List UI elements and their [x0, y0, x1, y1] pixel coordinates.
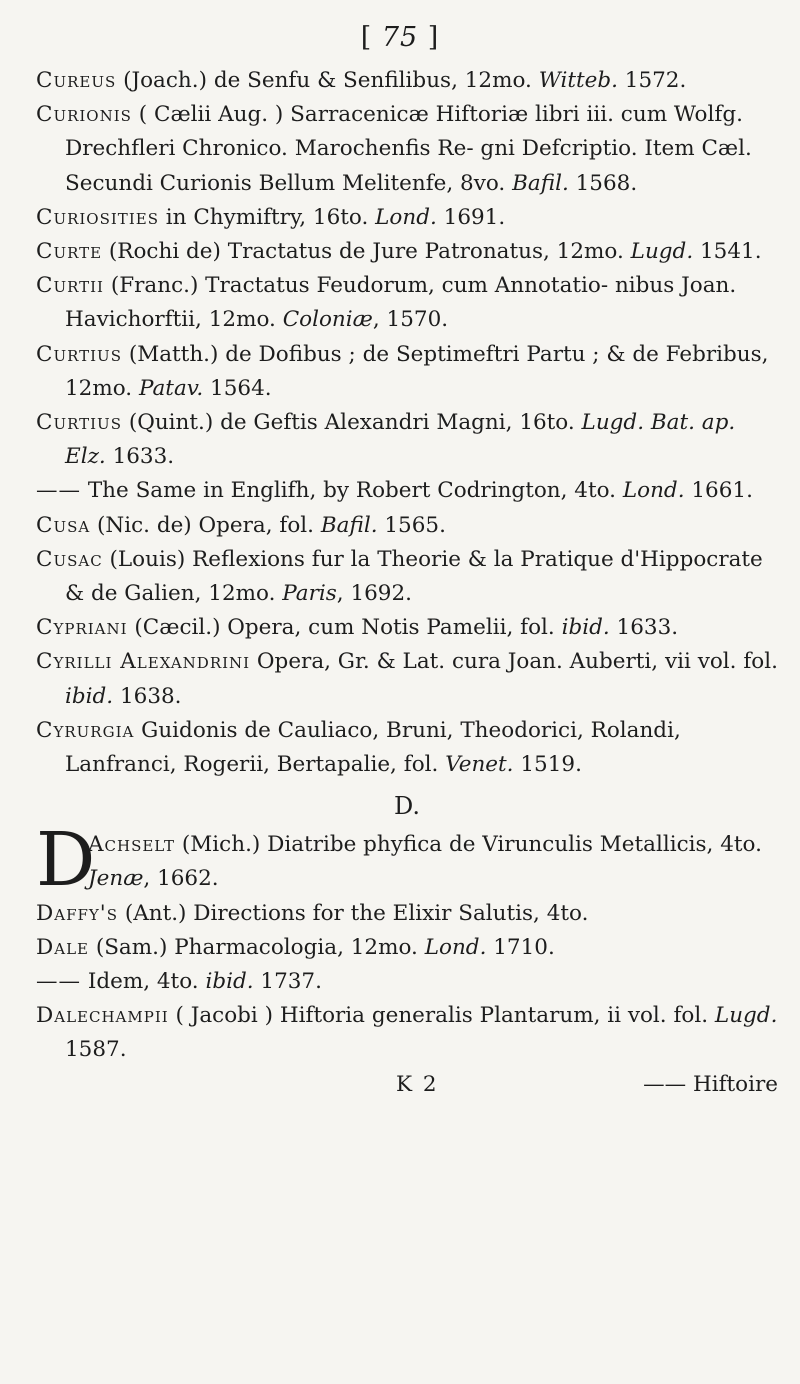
catalogue-entry: [36, 509, 778, 543]
entry-text: 1572.: [617, 68, 687, 93]
entry-text: , 1570.: [372, 307, 449, 333]
catalogue-entry: [36, 999, 778, 1067]
catalogue-entry: [36, 897, 778, 931]
entry-text: ( Cælii Aug. ) Sarracenicæ Hiftoriæ libri iii. cum Wolfg. Drechfleri Chronico. Marochenfis Re- gni Defcriptio. Item Cæl. Secundi Curionis Bellum Melitenfe, 8vo.: [65, 102, 752, 196]
catalogue-entry: [36, 714, 778, 782]
imprint-place: Venet.: [445, 752, 514, 778]
entry-text: 1565.: [377, 512, 446, 538]
entry-headword: Daffy's: [36, 900, 118, 926]
catalogue-entry: [36, 406, 778, 474]
section-heading: D.: [393, 792, 420, 821]
entry-text: (Quint.) de Geftis Alexandri Magni, 16to.: [121, 410, 582, 436]
entry-headword: Cypriani: [36, 615, 128, 641]
entry-text: Idem, 4to.: [81, 969, 206, 995]
catalogue-entry: [36, 965, 778, 999]
entry-text: 1638.: [113, 683, 182, 709]
catalogue-entry: [36, 338, 778, 406]
entry-text: (Mich.) Diatribe phyfica de Virunculis Metallicis, 4to.: [175, 832, 762, 858]
entry-text: (Nic. de) Opera, fol.: [90, 512, 321, 538]
imprint-place: ibid.: [205, 969, 254, 995]
imprint-place: Patav.: [138, 375, 204, 401]
entry-text: (Joach.) de Senfu & Senfilibus, 12mo.: [116, 68, 539, 93]
entry-headword: Cureus: [36, 68, 117, 93]
imprint-place: ibid.: [561, 615, 610, 641]
entry-headword: ——: [36, 969, 81, 995]
entry-text: 1691.: [436, 204, 506, 230]
entry-text: (Franc.) Tractatus Feudorum, cum Annotatio- nibus Joan. Havichorftii, 12mo.: [65, 273, 737, 333]
imprint-place: Paris: [282, 581, 337, 607]
imprint-place: Bafil.: [320, 512, 378, 538]
entry-text: 1710.: [486, 934, 555, 960]
entry-headword: Cusac: [36, 546, 103, 572]
catalogue-entry: [36, 543, 778, 611]
catalogue-entry: [36, 269, 778, 337]
catalogue-entry: [36, 645, 778, 713]
entry-headword: Cyrilli Alexandrini: [36, 649, 251, 675]
catalogue-entry: [36, 474, 778, 508]
catalogue-entry: [36, 931, 778, 965]
entry-text: 1564.: [203, 375, 272, 401]
entry-text: , 1662.: [143, 866, 219, 892]
page-footer: [36, 1068, 778, 1102]
entry-headword: ——: [36, 478, 81, 504]
imprint-place: Coloniæ: [282, 307, 373, 333]
imprint-place: Jenæ: [88, 866, 144, 892]
dropcap-entry: [36, 817, 778, 904]
entry-text: (Louis) Reflexions fur la Theorie & la Pratique d'Hippocrate & de Galien, 12mo.: [65, 546, 763, 607]
entry-text: (Rochi de) Tractatus de Jure Patronatus, 12mo.: [102, 239, 631, 265]
catalogue-entry: [36, 611, 778, 645]
drop-cap: D: [36, 817, 96, 904]
entry-headword: Cusa: [36, 512, 91, 538]
entry-headword: Dalechampii: [36, 1003, 169, 1029]
entry-text: 1737.: [253, 969, 322, 995]
entry-text: 1587.: [65, 1037, 127, 1063]
catalogue-entry: [36, 98, 778, 201]
entry-text: The Same in Englifh, by Robert Codrington, 4to.: [81, 478, 623, 504]
catchword: —— Hiftoire: [643, 1071, 778, 1097]
signature-mark: K 2: [396, 1071, 439, 1097]
entries-d: [36, 897, 778, 1068]
entry-headword: Dale: [36, 934, 89, 960]
entry-text: 1661.: [684, 478, 753, 504]
entry-text: ( Jacobi ) Hiftoria generalis Plantarum, ii vol. fol.: [168, 1003, 715, 1029]
entry-headword: Curiosities: [36, 204, 159, 230]
entry-headword: Curionis: [36, 102, 132, 128]
imprint-place: Lond.: [424, 934, 487, 960]
entry-text: (Sam.) Pharmacologia, 12mo.: [88, 934, 425, 960]
entry-text: 1568.: [568, 170, 638, 196]
entry-headword: Curtius: [36, 341, 122, 367]
page-number: [ 75 ]: [360, 22, 440, 53]
imprint-place: ibid.: [65, 683, 114, 709]
imprint-place: Lugd. Bat. ap. Elz.: [65, 410, 736, 470]
entries-c: [36, 64, 778, 782]
entry-headword: Curtii: [36, 273, 104, 299]
entry-text: , 1692.: [336, 581, 412, 607]
entry-text: (Cæcil.) Opera, cum Notis Pamelii, fol.: [127, 615, 562, 641]
entry-text: 1633.: [609, 615, 679, 641]
entry-headword: Curtius: [36, 410, 122, 436]
entry-text: (Ant.) Directions for the Elixir Salutis, 4to.: [117, 900, 589, 926]
imprint-place: Lond.: [622, 478, 685, 504]
entry-text: (Matth.) de Dofibus ; de Septimeftri Partu ; & de Febribus, 12mo.: [65, 341, 769, 401]
entry-headword: Curte: [36, 239, 103, 265]
entry-text: 1541.: [693, 239, 762, 265]
entry-text: 1519.: [513, 752, 582, 778]
entry-text: Opera, Gr. & Lat. cura Joan. Auberti, vii vol. fol.: [250, 649, 778, 675]
catalogue-entry: [36, 201, 778, 235]
entry-text: Guidonis de Cauliaco, Bruni, Theodorici, Rolandi, Lanfranci, Rogerii, Bertapalie, fol.: [65, 717, 681, 778]
imprint-place: Witteb.: [538, 68, 618, 93]
imprint-place: Lugd.: [630, 239, 694, 265]
entry-headword: Cyrurgia: [36, 717, 135, 743]
imprint-place: Lond.: [375, 204, 437, 230]
entry-headword: Achselt: [88, 832, 176, 858]
entry-text: in Chymiftry, 16to.: [158, 204, 376, 230]
entry-text: 1633.: [105, 444, 175, 470]
imprint-place: Lugd.: [714, 1003, 778, 1029]
imprint-place: Bafil.: [512, 170, 569, 196]
catalogue-entry: [36, 64, 778, 98]
catalogue-entries: [36, 64, 778, 1102]
catalogue-entry: [36, 235, 778, 269]
